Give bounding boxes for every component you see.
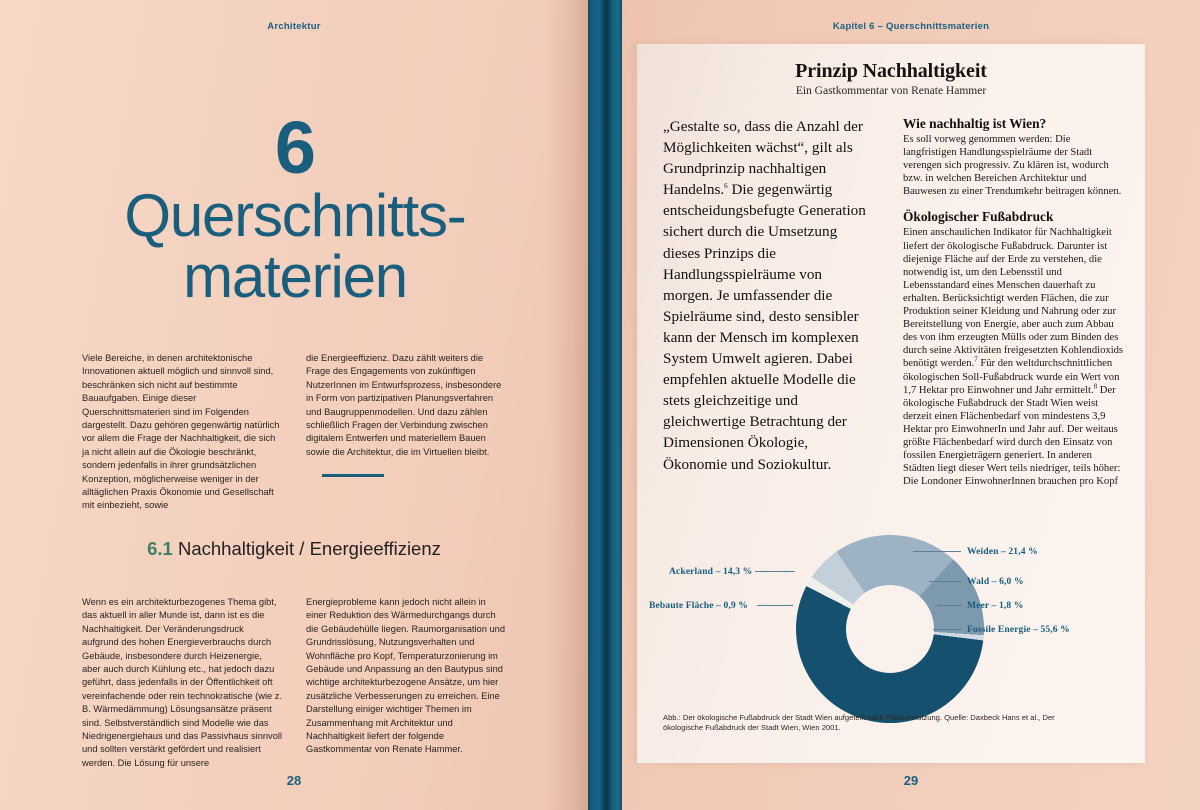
article-panel — [637, 44, 1145, 763]
article-title: Prinzip Nachhaltigkeit — [795, 60, 987, 82]
article-lead-column — [663, 116, 875, 488]
running-head-right: Kapitel 6 – Querschnittsmaterien — [832, 21, 990, 32]
paragraph-2-part-b: Für den weltdurchschnittlichen ökologischen Soll-Fußabdruck wurde ein Wert von 1,7 Hektar pro Einwohner und Jahr ermittelt. — [903, 358, 1120, 396]
paragraph-2-part-c: Der ökologische Fußabdruck der Stadt Wien weist derzeit einen Flächenbedarf von mindestens 3,9 Hektar pro EinwohnerIn und Jahr auf. Der weitaus größte Flächenbedarf wird durch den Einsatz von fossilen Energieträgern generiert. In anderen Städten liegt dieser Wert teils niedriger, teils höher: Die Londoner EinwohnerInnen brauchen pro Kopf — [903, 384, 1121, 488]
running-head-left: Architektur — [267, 21, 321, 32]
article-paragraph-2 — [903, 226, 1125, 488]
chart-label-ackerland: Ackerland – 14,3 % — [669, 566, 753, 577]
intro-paragraph-left: Viele Bereiche, in denen architektonische Innovationen aktuell möglich und sinnvoll sind, beschränken sich nicht auf bestimmte Bauaufgaben. Einige dieser Querschnittsmaterien sind im Folgenden dargestellt. Dazu gehören gegenwärtig natürlich vor allem die Frage der Nachhaltigkeit, die sich ja nicht allein auf die Ökologie beschränkt, sondern jedenfalls in ihrer grundsätzlichen Konzeption, möglicherweise weniger in der alltäglichen Praxis Ökonomie und Gesellschaft mit einbezieht, sowie — [82, 353, 280, 511]
chart-label-weiden: Weiden – 21,4 % — [967, 546, 1038, 557]
chart-leader-bebaute-flaeche — [757, 605, 793, 606]
intro-column-right — [306, 352, 506, 513]
chapter-opener — [60, 106, 530, 311]
footnote-marker-8: 8 — [1093, 382, 1098, 391]
chart-leader-ackerland — [755, 571, 795, 572]
section-title: Nachhaltigkeit / Energieeffizienz — [177, 538, 441, 559]
chart-label-bebaute-flaeche: Bebaute Fläche – 0,9 % — [649, 600, 748, 611]
article-lead-paragraph — [663, 116, 875, 475]
chart-leader-wald — [929, 581, 961, 582]
chart-leader-meer — [937, 605, 961, 606]
chart-label-meer: Meer – 1,8 % — [967, 600, 1024, 611]
ecological-footprint-chart — [637, 530, 1145, 740]
footnote-marker-7: 7 — [974, 355, 978, 364]
page-number-right: 29 — [903, 773, 919, 788]
donut-center-hole — [846, 585, 934, 673]
footnote-marker-6: 6 — [724, 182, 728, 191]
article-body-column — [903, 116, 1125, 488]
intro-paragraph-right: die Energieeffizienz. Dazu zählt weiters die Frage des Engagements von zukünftigen NutzerInnen im Entwurfsprozess, insbesondere in Form von partizipativen Planungsverfahren und Baugruppenmodellen. Und dazu zählen schließlich Fragen der Verbindung zwischen digitalem Entwerfen und materiellem Bauen sowie die Architektur, die im Virtuellen bleibt. — [306, 353, 502, 457]
article-columns — [663, 116, 1125, 488]
book-spine — [588, 0, 622, 810]
lead-text-part-a: „Gestalte so, dass die Anzahl der Möglichkeiten wächst“, gilt als Grundprinzip nachhaltigen Handelns. — [663, 118, 863, 199]
article-paragraph-1: Es soll vorweg genommen werden: Die langfristigen Handlungsspielräume der Stadt verengen sich progressiv. Zu klären ist, wodurch bzw. in welchen Bereichen Architektur und Bauwesen zu einer Trendumkehr beitragen können. — [903, 134, 1122, 198]
section-number: 6.1 — [147, 538, 173, 559]
chapter-number: 6 — [274, 106, 316, 189]
section-columns — [82, 596, 506, 770]
section-paragraph-right: Energieprobleme kann jedoch nicht allein in einer Reduktion des Wärmedurchgangs durch die Gebäudehülle liegen. Raumorganisation und Grundrisslösung, Nutzungsverhalten und Wohnfläche pro Kopf, Temperaturzonierung im Gebäude und Anpassung an den Bautypus sind wichtige architekturbezogene Ansätze, um hier zusätzliche Verbesserungen zu erreichen. Eine Darstellung einiger wichtiger Themen im Zusammenhang mit Architektur und Nachhaltigkeit liefert der folgende Gastkommentar von Renate Hammer. — [306, 597, 505, 755]
section-heading — [0, 538, 588, 560]
article-subtitle: Ein Gastkommentar von Renate Hammer — [795, 85, 987, 97]
chapter-title: Querschnitts- materien — [124, 182, 466, 311]
article-subhead-1: Wie nachhaltig ist Wien? — [903, 116, 1047, 131]
section-paragraph-left: Wenn es ein architekturbezogenes Thema gibt, das aktuell in aller Munde ist, dann ist es die Nachhaltigkeit. Der Veränderungsdruck aufgrund des hohen Energieverbrauchs durch Gebäude, insbesondere durch Heizenergie, aber auch durch Kühlung etc., hat jedoch dazu geführt, dass jedenfalls in der Öffentlichkeit oft vereinfachende oder rein technokratische (wie z. B. Wärmedämmung) Lösungsansätze präsent sind. Selbstverständlich sind Modelle wie das Niedrigenergiehaus und das Passivhaus sinnvoll und sollten verstärkt gefördert und realisiert werden. Die Lösung für unsere — [82, 597, 283, 768]
figure-caption: Abb.: Der ökologische Fußabdruck der Stadt Wien aufgeteilt nach Flächennutzung. Quelle: Daxbeck Hans et al., Der ökologische Fußabdruck der Stadt Wien, Wien 2001. — [663, 713, 1055, 733]
chart-label-wald: Wald – 6,0 % — [967, 576, 1024, 587]
chart-leader-fossile-energie — [933, 629, 961, 630]
left-page — [0, 0, 588, 810]
chart-leader-weiden — [913, 551, 961, 552]
section-divider-rule — [322, 474, 384, 477]
intro-columns — [82, 352, 506, 513]
right-page — [622, 0, 1200, 810]
section-column-right — [306, 596, 506, 770]
chart-label-fossile-energie: Fossile Energie – 55,6 % — [967, 624, 1070, 635]
article-header — [637, 60, 1145, 97]
paragraph-2-part-a: Einen anschaulichen Indikator für Nachhaltigkeit liefert der ökologische Fußabdruck. Darunter ist diejenige Fläche auf der Erde zu verstehen, die notwendig ist, um den Lebensstil und Lebensstandard eines Menschen dauerhaft zu erhalten. Berücksichtigt werden Flächen, die zur Produktion seiner Kleidung und Nahrung oder zur Bereitstellung von Energie, aber auch zum Abbau des von ihm erzeugten Mülls oder zum Binden des durch seine Aktivitäten freigesetzten Kohlendioxids benötigt werden. — [903, 227, 1124, 370]
article-subhead-2: Ökologischer Fußabdruck — [903, 209, 1054, 225]
section-column-left — [82, 596, 282, 770]
intro-column-left — [82, 352, 282, 513]
lead-text-part-b: Die gegenwärtig entscheidungsbefugte Generation sichert durch die Umsetzung dieses Prinzips die Handlungsspielräume von morgen. Je umfassender die Spielräume sind, desto sensibler kann der Mensch im komplexen System Umwelt agieren. Dabei empfehlen aktuelle Modelle die stets gleichzeitige und gleichwertige Betrachtung der Dimensionen Ökologie, Ökonomie und Soziokultur. — [663, 181, 866, 473]
page-number-left: 28 — [286, 773, 302, 788]
